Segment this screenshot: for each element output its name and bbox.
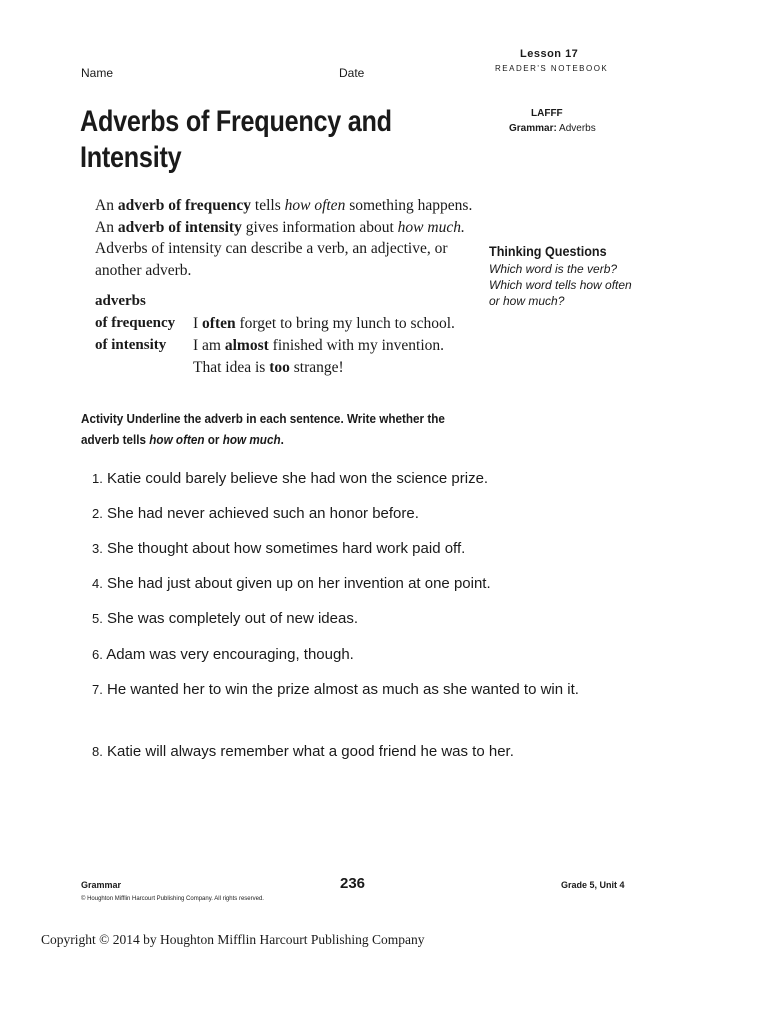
activity-label: Activity bbox=[81, 411, 124, 426]
example-text: forget to bring my lunch to school. bbox=[235, 315, 455, 332]
footer-small-copyright: © Houghton Mifflin Harcourt Publishing Company. All rights reserved. bbox=[81, 896, 264, 902]
exercise-item-6 bbox=[92, 646, 354, 663]
footer-grade: Grade 5, Unit 4 bbox=[561, 880, 625, 890]
term-adverb-of-intensity: adverb of intensity bbox=[117, 218, 242, 236]
example-adverb: too bbox=[269, 359, 290, 376]
exercise-item-5 bbox=[92, 610, 358, 627]
frequency-example bbox=[193, 315, 455, 333]
activity-text: Underline the adverb in each sentence. Write whether the adverb tells bbox=[81, 411, 445, 447]
item-sentence: She thought about how sometimes hard work paid off. bbox=[107, 540, 466, 557]
lesson-number: Lesson 17 bbox=[520, 48, 579, 60]
page-title-line-2: Intensity bbox=[80, 141, 182, 174]
intensity-label: of intensity bbox=[95, 337, 167, 353]
item-number: 5. bbox=[92, 611, 103, 626]
exercise-item-1 bbox=[92, 470, 488, 487]
item-sentence: She had just about given up on her invention at one point. bbox=[107, 575, 491, 592]
item-number: 7. bbox=[92, 682, 103, 697]
grammar-topic bbox=[509, 123, 596, 134]
activity-instructions bbox=[81, 408, 459, 450]
notebook-label: READER'S NOTEBOOK bbox=[495, 64, 609, 73]
lafff-label: LAFFF bbox=[531, 108, 563, 119]
grammar-topic-value: Adverbs bbox=[559, 123, 596, 134]
intro-text: An bbox=[95, 197, 118, 214]
page-title-line-1: Adverbs of Frequency and bbox=[80, 105, 392, 138]
exercise-item-3 bbox=[92, 540, 465, 557]
grammar-topic-label: Grammar: bbox=[509, 123, 557, 134]
example-text: I bbox=[193, 315, 203, 332]
item-number: 2. bbox=[92, 506, 103, 521]
intensity-example-2 bbox=[193, 359, 344, 377]
intro-emphasis: how much. bbox=[397, 218, 465, 236]
example-adverb: often bbox=[202, 315, 236, 332]
intro-paragraph bbox=[95, 195, 485, 281]
item-sentence: Katie will always remember what a good friend he was to her. bbox=[107, 743, 514, 760]
example-adverb: almost bbox=[224, 337, 269, 354]
intro-text: Adverbs of intensity can describe a verb, an adjective, or another adverb. bbox=[95, 240, 448, 279]
activity-option: how much bbox=[222, 432, 281, 447]
item-number: 1. bbox=[92, 471, 103, 486]
intro-text: gives information about bbox=[241, 218, 398, 236]
footer-grammar: Grammar bbox=[81, 880, 122, 890]
page-title bbox=[80, 104, 416, 176]
item-sentence: She had never achieved such an honor before. bbox=[107, 505, 419, 522]
intro-text: something happens. An bbox=[95, 197, 473, 236]
item-sentence: He wanted her to win the prize almost as much as she wanted to win it. bbox=[107, 681, 579, 698]
item-number: 6. bbox=[92, 647, 103, 662]
date-label: Date bbox=[339, 66, 365, 80]
exercise-item-2 bbox=[92, 505, 419, 522]
item-sentence: Katie could barely believe she had won the science prize. bbox=[107, 470, 489, 487]
page-number: 236 bbox=[340, 875, 366, 892]
example-text: I am bbox=[193, 337, 225, 354]
intro-emphasis: how often bbox=[284, 197, 346, 214]
example-text: finished with my invention. bbox=[268, 337, 445, 354]
exercise-item-8 bbox=[92, 743, 514, 760]
activity-text: or bbox=[204, 432, 223, 447]
copyright-line: Copyright © 2014 by Houghton Mifflin Harcourt Publishing Company bbox=[41, 932, 425, 947]
activity-option: how often bbox=[149, 432, 205, 447]
activity-text: . bbox=[280, 432, 284, 447]
item-sentence: She was completely out of new ideas. bbox=[107, 610, 358, 627]
item-number: 4. bbox=[92, 576, 103, 591]
examples-heading: adverbs bbox=[95, 293, 146, 309]
term-adverb-of-frequency: adverb of frequency bbox=[117, 197, 252, 214]
exercise-item-4 bbox=[92, 575, 491, 592]
example-text: strange! bbox=[289, 359, 344, 376]
item-number: 8. bbox=[92, 744, 103, 759]
thinking-questions-box bbox=[489, 243, 639, 309]
intensity-example-1 bbox=[193, 337, 444, 355]
item-number: 3. bbox=[92, 541, 103, 556]
exercise-item-7 bbox=[92, 681, 579, 698]
item-sentence: Adam was very encouraging, though. bbox=[106, 646, 354, 663]
frequency-label: of frequency bbox=[95, 315, 176, 331]
example-text: That idea is bbox=[193, 359, 270, 376]
name-label: Name bbox=[81, 66, 114, 80]
thinking-questions-text: Which word is the verb? Which word tells how often or how much? bbox=[489, 262, 632, 308]
thinking-questions-title: Thinking Questions bbox=[489, 243, 607, 259]
intro-text: tells bbox=[251, 197, 285, 214]
